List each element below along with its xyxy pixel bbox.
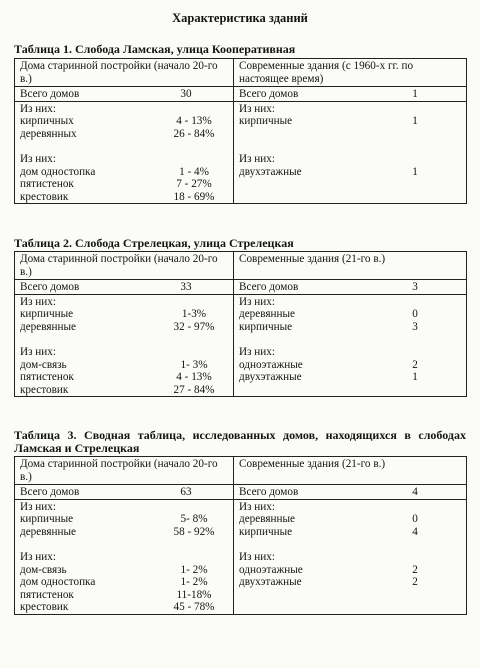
item-label: деревянные [239,308,295,321]
list-item [20,115,228,128]
item-value: 58 - 92% [173,525,215,538]
table-3 [14,456,467,615]
list-item [20,166,228,179]
table-2 [14,251,467,397]
table-1-total-row [15,87,467,102]
new-total-cell [234,87,467,102]
item-label: деревянных [20,127,77,140]
item-label: кирпичные [239,525,293,538]
item-label: крестовик [20,383,69,396]
group-heading: Из них: [239,102,275,115]
total-value: 3 [412,281,418,293]
item-value: 2 [412,576,418,589]
item-label: одноэтажные [239,358,303,371]
item-value: 4 - 13% [176,115,212,128]
list-item [20,513,228,526]
old-buildings-header: Дома старинной постройки (начало 20-го в.) [15,252,234,280]
document-title: Характеристика зданий [172,11,308,25]
item-value: 3 [412,320,418,333]
total-label: Всего домов [239,281,299,293]
list-item [20,601,228,614]
total-value: 4 [412,486,418,498]
item-label: пятистенок [20,178,74,191]
old-buildings-header: Дома старинной постройки (начало 20-го в.) [15,457,234,485]
item-value: 45 - 78% [173,601,215,614]
group-heading: Из них: [20,500,56,513]
list-item [20,526,228,539]
list-item [20,191,228,204]
group-heading: Из них: [239,152,275,165]
item-value: 2 [412,358,418,371]
list-item [239,371,461,384]
total-value: 33 [180,281,192,293]
total-value: 30 [180,88,192,100]
modern-buildings-header: Современные здания (21-го в.) [234,252,467,280]
item-value: 0 [412,513,418,526]
total-label: Всего домов [239,88,299,100]
item-label: дом-связь [20,358,67,371]
item-value: 2 [412,563,418,576]
item-value: 0 [412,308,418,321]
item-value: 27 - 84% [173,383,215,396]
table-1-breakdown-row [15,101,467,204]
list-item [239,359,461,372]
list-item [20,178,228,191]
table-3-total-row [15,485,467,500]
group-heading: Из них: [239,550,275,563]
list-item [20,321,228,334]
list-item [239,115,461,128]
item-label: пятистенок [20,588,74,601]
new-breakdown-cell [234,499,467,614]
item-value: 11-18% [176,588,212,601]
item-label: кирпичных [20,115,74,128]
group-heading: Из них: [20,550,56,563]
total-label: Всего домов [20,88,80,100]
item-label: крестовик [20,190,69,203]
total-value: 1 [412,88,418,100]
table-3-caption: Таблица 3. Сводная таблица, исследованных домов, находящихся в слободах Ламская и Стрелецкая [14,428,466,455]
group-heading: Из них: [239,345,275,358]
item-label: кирпичные [239,320,293,333]
old-total-cell [15,280,234,295]
group-heading: Из них: [239,295,275,308]
modern-buildings-header: Современные здания (21-го в.) [234,457,467,485]
item-value: 4 - 13% [176,371,212,384]
item-label: деревянные [20,320,76,333]
item-label: дом-связь [20,563,67,576]
list-item [239,576,461,589]
list-item [239,321,461,334]
new-total-cell [234,485,467,500]
group-heading: Из них: [239,500,275,513]
old-breakdown-cell [15,499,234,614]
item-label: кирпичные [239,115,293,128]
table-1-caption: Таблица 1. Слобода Ламская, улица Кооперативная [14,42,296,56]
table-3-header-row [15,457,467,485]
item-value: 1- 3% [180,358,208,371]
new-breakdown-cell [234,294,467,397]
item-label: дом одностопка [20,576,96,589]
item-value: 1 [412,371,418,384]
item-value: 1 - 4% [179,165,209,178]
new-breakdown-cell [234,101,467,204]
old-breakdown-cell [15,101,234,204]
new-total-cell [234,280,467,295]
item-value: 7 - 27% [176,178,212,191]
item-value: 18 - 69% [173,190,215,203]
item-label: двухэтажные [239,576,302,589]
list-item [239,308,461,321]
table-2-header-row [15,252,467,280]
item-label: крестовик [20,601,69,614]
item-label: пятистенок [20,371,74,384]
item-value: 5- 8% [180,513,208,526]
item-label: двухэтажные [239,371,302,384]
total-label: Всего домов [20,486,80,498]
table-2-caption: Таблица 2. Слобода Стрелецкая, улица Стрелецкая [14,236,294,250]
item-label: деревянные [239,513,295,526]
item-value: 1- 2% [180,576,208,589]
group-heading: Из них: [20,152,56,165]
table-1 [14,58,467,204]
old-buildings-header: Дома старинной постройки (начало 20-го в.) [15,59,234,87]
total-value: 63 [180,486,192,498]
list-item [239,564,461,577]
old-breakdown-cell [15,294,234,397]
table-2-breakdown-row [15,294,467,397]
list-item [20,589,228,602]
item-value: 1 [412,165,418,178]
list-item [239,166,461,179]
list-item [20,384,228,397]
list-item [239,513,461,526]
item-value: 1 [412,115,418,128]
old-total-cell [15,485,234,500]
list-item [20,576,228,589]
group-heading: Из них: [20,102,56,115]
list-item [239,526,461,539]
table-1-header-row [15,59,467,87]
item-value: 1- 2% [180,563,208,576]
modern-buildings-header: Современные здания (с 1960-х гг. по настоящее время) [234,59,467,87]
item-label: деревянные [20,525,76,538]
item-label: кирпичные [20,308,74,321]
list-item [20,359,228,372]
total-label: Всего домов [239,486,299,498]
item-label: дом одностопка [20,165,96,178]
old-total-cell [15,87,234,102]
table-2-total-row [15,280,467,295]
list-item [20,564,228,577]
item-label: одноэтажные [239,563,303,576]
item-label: кирпичные [20,513,74,526]
total-label: Всего домов [20,281,80,293]
item-label: двухэтажные [239,165,302,178]
group-heading: Из них: [20,345,56,358]
item-value: 1-3% [181,308,207,321]
item-value: 32 - 97% [173,320,215,333]
list-item [20,371,228,384]
item-value: 4 [412,525,418,538]
list-item [20,128,228,141]
group-heading: Из них: [20,295,56,308]
list-item [20,308,228,321]
item-value: 26 - 84% [173,127,215,140]
table-3-breakdown-row [15,499,467,614]
